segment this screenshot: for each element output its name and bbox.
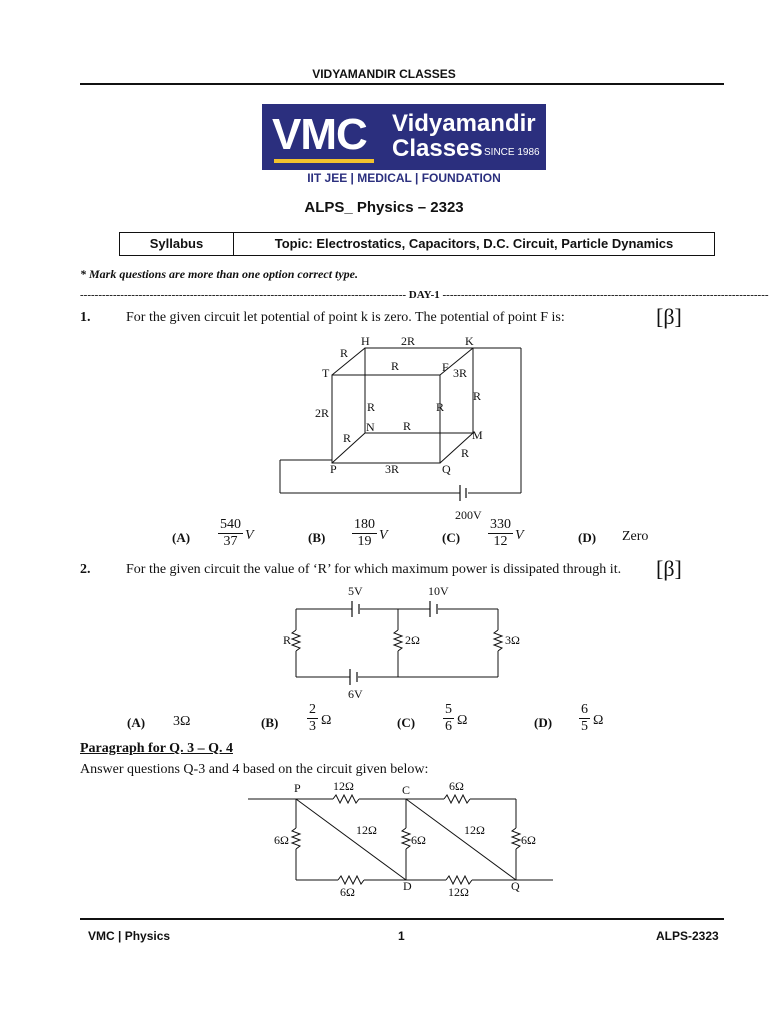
syllabus-table <box>119 232 715 256</box>
node-n: N <box>366 420 375 434</box>
syllabus-label: Syllabus <box>120 233 234 255</box>
note-text: * Mark questions are more than one option correct type. <box>80 267 359 281</box>
q2-marker: [β] <box>656 556 682 581</box>
q2-text: For the given circuit the value of ‘R’ for which maximum power is dissipated through it. <box>126 562 622 577</box>
q1-option-c-value <box>488 517 513 550</box>
label-6-ohm-top: 6Ω <box>449 779 464 793</box>
node-k: K <box>465 334 474 348</box>
paragraph-circuit-diagram <box>248 778 558 902</box>
label-6-ohm-left: 6Ω <box>274 833 289 847</box>
q1-text: For the given circuit let potential of point k is zero. The potential of point F is: <box>126 310 565 325</box>
q1-option-a-value <box>218 517 243 550</box>
logo-since: SINCE 1986 <box>484 147 540 158</box>
q1-option-c-num: 330 <box>490 517 511 532</box>
q1-options <box>172 517 662 557</box>
q2-option-d-value <box>579 702 590 735</box>
q1-option-c-label: (C) <box>442 530 461 545</box>
q2-option-c-value <box>443 702 454 735</box>
q2-option-d-den: 5 <box>581 719 588 734</box>
label-12-ohm-bottom: 12Ω <box>448 885 469 899</box>
q1-option-a-label: (A) <box>172 530 191 545</box>
label-2r-left: 2R <box>315 406 330 420</box>
q2-option-a-value: 3Ω <box>173 714 191 729</box>
footer-page-number: 1 <box>398 929 405 943</box>
label-r-km: R <box>473 389 482 403</box>
q2-circuit-diagram <box>280 582 520 702</box>
label-r-fq: R <box>436 400 445 414</box>
label-r-qm: R <box>461 446 470 460</box>
q2-option-b-unit: Ω <box>321 713 332 728</box>
dash-right: ----------------------------------------------------------------------------------------- <box>442 289 769 301</box>
q1-number: 1. <box>80 310 91 325</box>
q2-option-a-label: (A) <box>127 715 146 730</box>
node-t: T <box>322 366 330 380</box>
node-d: D <box>403 879 412 893</box>
logo-banner <box>262 104 546 170</box>
q2-option-d-num: 6 <box>581 702 588 717</box>
q2-option-b-num: 2 <box>309 702 316 717</box>
label-12-ohm-diag1: 12Ω <box>356 823 377 837</box>
q1-option-b-den: 19 <box>357 534 372 549</box>
q2-option-b-value <box>307 702 318 735</box>
q2-option-d-label: (D) <box>534 715 553 730</box>
footer-rule <box>80 918 724 920</box>
node-h: H <box>361 334 370 348</box>
node-f: F <box>442 360 449 374</box>
resistor-cd <box>402 828 410 849</box>
day-label: DAY-1 <box>408 289 440 301</box>
q1-option-b-unit: V <box>379 528 388 543</box>
q1-circuit-diagram <box>275 333 535 523</box>
resistor-bottom-left <box>338 876 364 884</box>
q1-option-d-value: Zero <box>622 529 649 544</box>
q1-option-c-unit: V <box>515 528 524 543</box>
resistor-pc <box>333 795 359 803</box>
node-p: P <box>294 781 301 795</box>
q1-option-a-num: 540 <box>220 517 241 532</box>
node-m: M <box>472 428 483 442</box>
dash-left: ----------------------------------------------------------------------------------------- <box>80 289 407 301</box>
node-c: C <box>402 783 411 797</box>
label-r-hn: R <box>367 400 376 414</box>
label-6v: 6V <box>348 687 363 701</box>
footer-right: ALPS-2323 <box>656 929 719 943</box>
q2-option-c-label: (C) <box>397 715 416 730</box>
vmc-logo <box>262 104 546 192</box>
label-12-ohm-diag2: 12Ω <box>464 823 485 837</box>
label-6-ohm-right: 6Ω <box>521 833 536 847</box>
q1-option-a-unit: V <box>245 528 254 543</box>
resistor-right <box>512 828 520 849</box>
node-q: Q <box>442 462 451 476</box>
q1-option-d-label: (D) <box>578 530 597 545</box>
q1-option-b-num: 180 <box>354 517 375 532</box>
q2-option-c-unit: Ω <box>457 713 468 728</box>
q2-number: 2. <box>80 562 91 577</box>
label-r-th: R <box>340 346 349 360</box>
q2-option-b-label: (B) <box>261 715 279 730</box>
resistor-c-right <box>444 795 470 803</box>
header-title: VIDYAMANDIR CLASSES <box>312 67 456 81</box>
resistor-bottom-right <box>446 876 472 884</box>
q1-marker: [β] <box>656 304 682 329</box>
label-6-ohm-mid: 6Ω <box>411 833 426 847</box>
label-r-pn: R <box>343 431 352 445</box>
label-2-ohm: 2Ω <box>405 633 420 647</box>
label-3r-bottom: 3R <box>385 462 400 476</box>
logo-tagline: IIT JEE | MEDICAL | FOUNDATION <box>307 171 501 185</box>
battery-label: 200V <box>455 508 482 522</box>
q1-option-b-label: (B) <box>308 530 326 545</box>
diagonal-pd <box>296 799 406 880</box>
day-divider <box>80 289 769 301</box>
syllabus-topic: Topic: Electrostatics, Capacitors, D.C. Circuit, Particle Dynamics <box>274 236 674 251</box>
resistor-2-ohm <box>394 630 402 651</box>
q2-option-c-den: 6 <box>445 719 452 734</box>
label-3r: 3R <box>453 366 468 380</box>
label-r-tf: R <box>391 359 400 373</box>
q1-option-b-value <box>352 517 377 550</box>
paper-title: ALPS_ Physics – 2323 <box>304 199 464 216</box>
q1-option-c-den: 12 <box>493 534 508 549</box>
header-rule <box>80 83 724 85</box>
label-6-ohm-bottom: 6Ω <box>340 885 355 899</box>
node-p: P <box>330 462 337 476</box>
label-12-ohm-top: 12Ω <box>333 779 354 793</box>
logo-name-line2: Classes <box>392 135 483 162</box>
logo-underline <box>274 159 374 163</box>
front-face <box>332 375 440 463</box>
logo-mark: VMC <box>272 110 367 159</box>
q2-option-b-den: 3 <box>309 719 316 734</box>
footer-left: VMC | Physics <box>88 929 171 943</box>
label-5v: 5V <box>348 584 363 598</box>
node-q: Q <box>511 879 520 893</box>
q1-option-a-den: 37 <box>223 534 238 549</box>
logo-name-line1: Vidyamandir <box>392 110 536 137</box>
label-r-nm: R <box>403 419 412 433</box>
label-10v: 10V <box>428 584 449 598</box>
q2-option-c-num: 5 <box>445 702 452 717</box>
label-2r-top: 2R <box>401 334 416 348</box>
paragraph-text: Answer questions Q-3 and 4 based on the circuit given below: <box>80 762 429 777</box>
resistor-left <box>292 828 300 849</box>
resistor-3-ohm <box>494 630 502 651</box>
paragraph-heading: Paragraph for Q. 3 – Q. 4 <box>80 741 233 756</box>
resistor-r <box>292 630 300 651</box>
label-r: R <box>283 633 292 647</box>
q2-options <box>127 702 627 742</box>
label-3-ohm: 3Ω <box>505 633 520 647</box>
q2-option-d-unit: Ω <box>593 713 604 728</box>
